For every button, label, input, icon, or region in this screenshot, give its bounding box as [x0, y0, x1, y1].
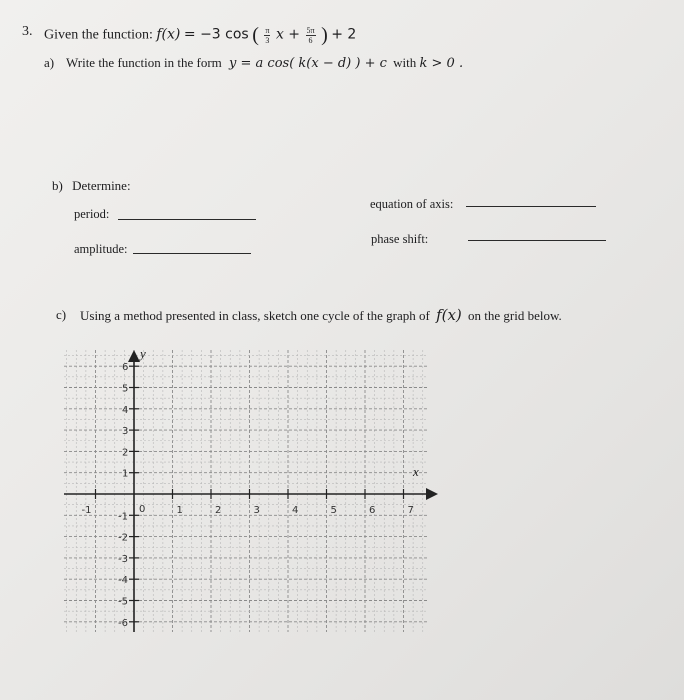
period-label: period:: [74, 207, 110, 221]
part-b-label: b): [52, 178, 63, 193]
y-tick-label: 6: [122, 362, 129, 374]
x-tick-label: 6: [369, 505, 376, 516]
function-tail: + 2: [331, 26, 357, 43]
k-condition: k > 0 .: [419, 56, 464, 71]
y-axis-label: y: [140, 346, 146, 361]
part-c-label: c): [56, 307, 67, 322]
x-tick-label: 7: [407, 505, 414, 516]
amplitude-label: amplitude:: [74, 242, 128, 256]
x-axis-label: x: [413, 464, 419, 479]
axis-label: equation of axis:: [370, 197, 454, 211]
question-number: 3.: [22, 24, 33, 39]
fraction-1-denominator: 3: [265, 36, 270, 45]
x-tick-label: 2: [215, 505, 222, 516]
y-tick-label: 4: [122, 404, 129, 416]
part-c-text-end: on the grid below.: [468, 308, 562, 323]
part-a-with: with: [393, 55, 417, 70]
part-c-function: f(x): [436, 306, 462, 324]
y-tick-label: -2: [118, 532, 128, 544]
y-tick-label: -1: [118, 511, 128, 523]
fraction-2-denominator: 6: [308, 36, 313, 45]
fraction-2-numerator: 5π: [306, 26, 315, 35]
part-a-label: a): [44, 55, 55, 70]
y-tick-label: -4: [118, 575, 128, 587]
y-tick-label: 1: [122, 468, 129, 480]
left-paren: (: [252, 24, 259, 46]
x-tick-label: 5: [330, 505, 337, 516]
grid-lines: [64, 350, 428, 632]
right-paren: ): [321, 24, 328, 46]
function-equals: = −3 cos: [183, 26, 249, 43]
y-tick-label: -6: [118, 617, 128, 629]
tick-labels: [82, 362, 414, 629]
y-tick-label: -5: [118, 596, 128, 608]
y-tick-label: 5: [122, 383, 129, 395]
part-a-text: Write the function in the form: [66, 55, 222, 70]
phase-shift-label: phase shift:: [371, 232, 429, 246]
fraction-1-numerator: π: [265, 26, 270, 35]
y-tick-label: -3: [118, 553, 128, 565]
function-mid: x +: [275, 26, 301, 43]
part-b-title: Determine:: [72, 178, 131, 193]
x-tick-label: 1: [176, 505, 183, 516]
y-axis-arrow-icon: [128, 350, 140, 362]
y-tick-label: 2: [122, 447, 129, 459]
general-form: y = a cos( k(x − d) ) + c: [229, 56, 387, 71]
x-axis-arrow-icon: [426, 488, 438, 500]
y-tick-label: 3: [122, 426, 129, 438]
x-tick-label: 4: [292, 505, 299, 516]
function-lhs: f(x): [156, 26, 181, 43]
question-intro: Given the function:: [44, 27, 153, 43]
x-tick-label: -1: [81, 505, 92, 516]
part-c-text: Using a method presented in class, sketch one cycle of the graph of: [80, 308, 430, 323]
origin-label: 0: [139, 504, 146, 515]
x-tick-label: 3: [253, 505, 260, 516]
